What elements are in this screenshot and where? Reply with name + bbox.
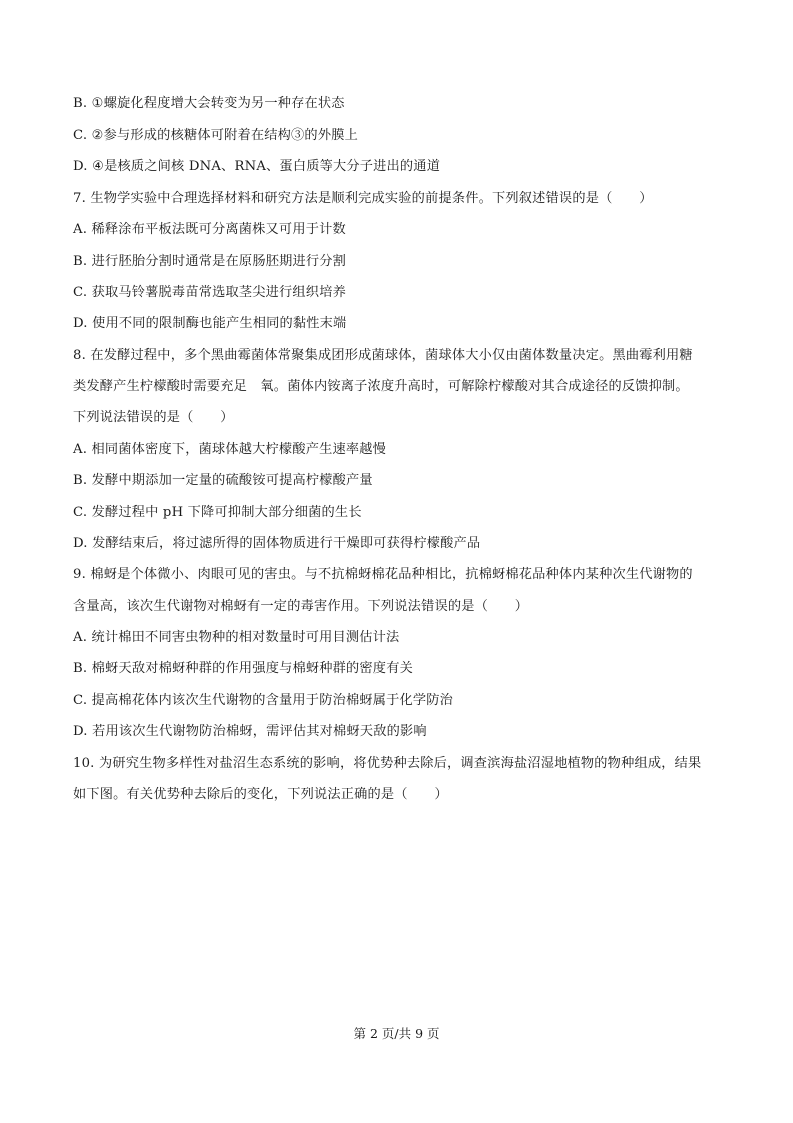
question-9-stem-line-2: 含量高，该次生代谢物对棉蚜有一定的毒害作用。下列说法错误的是（ ）: [73, 599, 529, 614]
option-7d: D. 使用不同的限制酶也能产生相同的黏性末端: [73, 316, 347, 331]
option-8a: A. 相同菌体密度下，菌球体越大柠檬酸产生速率越慢: [73, 442, 387, 457]
option-6b: B. ①螺旋化程度增大会转变为另一种存在状态: [73, 96, 345, 111]
question-9-stem-line-1: 9. 棉蚜是个体微小、肉眼可见的害虫。与不抗棉蚜棉花品种相比，抗棉蚜棉花品种体内某种次生代谢物的: [73, 567, 693, 582]
option-9a: A. 统计棉田不同害虫物种的相对数量时可用目测估计法: [73, 630, 400, 645]
option-7c: C. 获取马铃薯脱毒苗常选取茎尖进行组织培养: [73, 285, 346, 300]
option-8b: B. 发酵中期添加一定量的硫酸铵可提高柠檬酸产量: [73, 473, 373, 488]
question-8-stem-line-2: 类发酵产生柠檬酸时需要充足 氧。菌体内铵离子浓度升高时，可解除柠檬酸对其合成途径的反馈抑制。: [73, 379, 689, 394]
option-7a: A. 稀释涂布平板法既可分离菌株又可用于计数: [73, 222, 346, 237]
question-7-stem: 7. 生物学实验中合理选择材料和研究方法是顺利完成实验的前提条件。下列叙述错误的是（ ）: [73, 191, 653, 206]
question-10-stem-line-1: 10. 为研究生物多样性对盐沼生态系统的影响，将优势种去除后，调查滨海盐沼湿地植物的物种组成，结果: [73, 756, 702, 771]
question-8-stem-line-3: 下列说法错误的是（ ）: [73, 410, 234, 425]
option-6d: D. ④是核质之间核 DNA、RNA、蛋白质等大分子进出的通道: [73, 159, 441, 174]
option-9b: B. 棉蚜天敌对棉蚜种群的作用强度与棉蚜种群的密度有关: [73, 661, 413, 676]
option-8d: D. 发酵结束后，将过滤所得的固体物质进行干燥即可获得柠檬酸产品: [73, 536, 481, 551]
option-9d: D. 若用该次生代谢物防治棉蚜，需评估其对棉蚜天敌的影响: [73, 724, 427, 739]
option-8c: C. 发酵过程中 pH 下降可抑制大部分细菌的生长: [73, 505, 362, 520]
page-number-footer: 第 2 页/共 9 页: [353, 1026, 440, 1041]
option-6c: C. ②参与形成的核糖体可附着在结构③的外膜上: [73, 128, 358, 143]
option-9c: C. 提高棉花体内该次生代谢物的含量用于防治棉蚜属于化学防治: [73, 693, 454, 708]
question-10-stem-line-2: 如下图。有关优势种去除后的变化，下列说法正确的是（ ）: [73, 787, 448, 802]
option-7b: B. 进行胚胎分割时通常是在原肠胚期进行分割: [73, 254, 347, 269]
question-8-stem-line-1: 8. 在发酵过程中，多个黑曲霉菌体常聚集成团形成菌球体，菌球体大小仅由菌体数量决定。黑曲霉利用糖: [73, 348, 693, 363]
